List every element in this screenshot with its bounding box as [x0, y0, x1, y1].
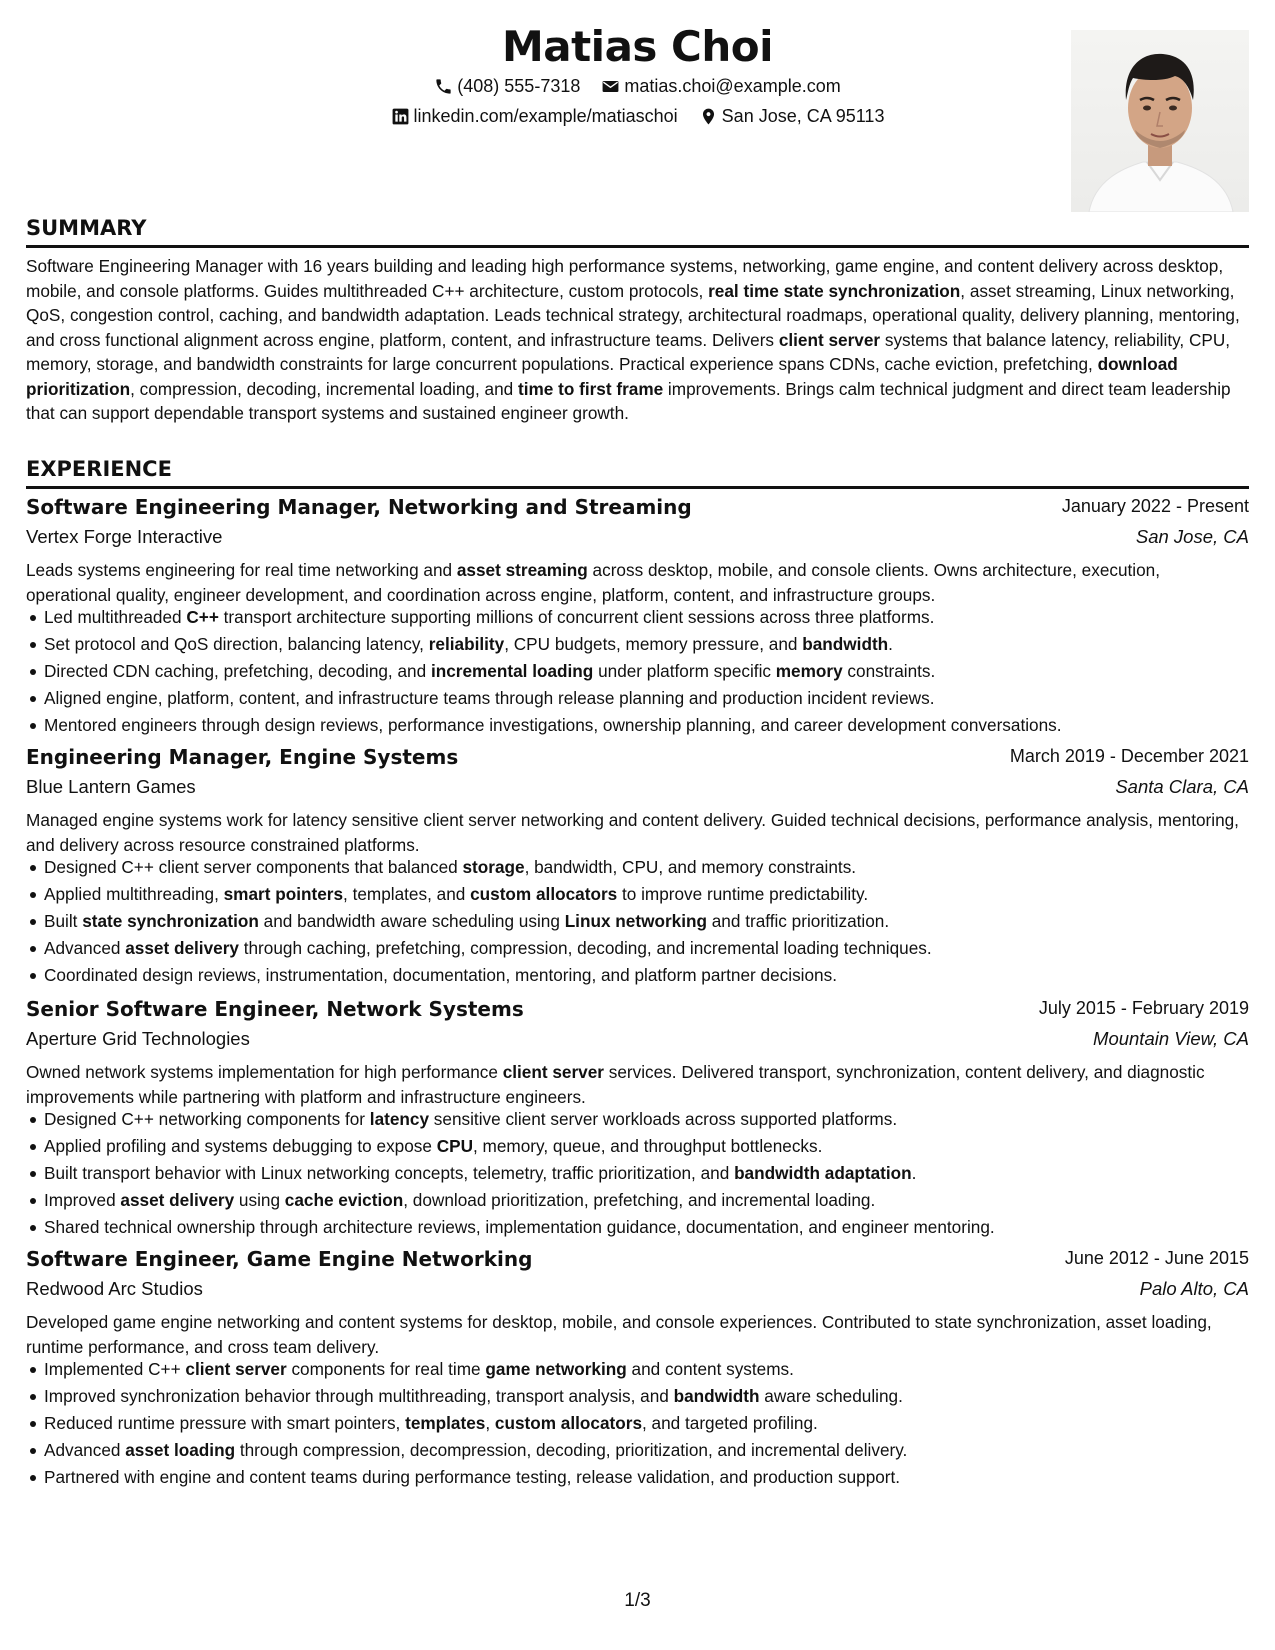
- text-run: constraints.: [842, 661, 936, 681]
- text-run: Advanced: [44, 1440, 126, 1460]
- text-run: Advanced: [44, 938, 126, 958]
- job-dates: January 2022 - Present: [1061, 496, 1249, 516]
- text-run: sensitive client server workloads across supported platforms.: [429, 1109, 898, 1129]
- location-contact: [699, 106, 885, 127]
- bold-keyword: bandwidth: [802, 634, 889, 654]
- bold-keyword: storage: [462, 857, 525, 877]
- text-run: , memory, queue, and throughput bottlenecks.: [473, 1136, 823, 1156]
- bold-keyword: custom allocators: [470, 884, 618, 904]
- job-bullets: [26, 604, 1249, 739]
- job-location: Mountain View, CA: [1093, 1028, 1249, 1049]
- bullet-item: [26, 1383, 1249, 1410]
- job-title: Software Engineer, Game Engine Networking: [26, 1247, 533, 1271]
- bold-keyword: asset delivery: [120, 1190, 235, 1210]
- bullet-item: [26, 1187, 1249, 1214]
- text-run: systems that balance latency, reliability, CPU, memory, storage, and bandwidth constraints for large concurrent populations. Practical experience spans CDNs, cache eviction, prefetching,: [26, 329, 1231, 374]
- linkedin-icon: [391, 107, 410, 126]
- email-address[interactable]: matias.choi@example.com: [624, 76, 841, 96]
- job-title: Engineering Manager, Engine Systems: [26, 745, 459, 769]
- text-run: , compression, decoding, incremental loading, and: [130, 378, 518, 399]
- text-run: Applied multithreading,: [44, 884, 224, 904]
- job-bullets: [26, 1106, 1249, 1241]
- company-name: Blue Lantern Games: [26, 776, 196, 797]
- bold-keyword: asset loading: [125, 1440, 236, 1460]
- company-name: Vertex Forge Interactive: [26, 526, 223, 547]
- bullet-item: [26, 1410, 1249, 1437]
- bullet-item: [26, 712, 1249, 739]
- bold-keyword: incremental loading: [430, 661, 594, 681]
- job-dates: June 2012 - June 2015: [1064, 1248, 1249, 1268]
- text-run: Software Engineering Manager with 16 years building and leading high performance systems, networking, game engine, and content delivery across desktop, mobile, and console platforms. Guides multithreaded C++ architecture, custom protocols,: [26, 256, 1224, 301]
- text-run: , CPU budgets, memory pressure, and: [504, 634, 803, 654]
- bullet-item: [26, 1106, 1249, 1133]
- text-run: and traffic prioritization.: [706, 911, 890, 931]
- bullet-item: [26, 1133, 1249, 1160]
- text-run: Led multithreaded: [44, 607, 187, 627]
- text-run: .: [911, 1163, 917, 1183]
- job-description: [26, 808, 1249, 857]
- text-run: , templates, and: [343, 884, 471, 904]
- job-dates: July 2015 - February 2019: [1038, 998, 1249, 1018]
- contact-row-1: [26, 76, 1249, 101]
- text-run: services. Delivered transport, synchronization, content delivery, and diagnostic improvements while partnering with platform and infrastructure engineers.: [26, 1062, 1205, 1107]
- location-pin-icon: [699, 107, 718, 126]
- text-run: under platform specific: [593, 661, 776, 681]
- text-run: transport architecture supporting millions of concurrent client sessions across three platforms.: [218, 607, 935, 627]
- job-bullets: [26, 854, 1249, 989]
- text-run: Leads systems engineering for real time networking and: [26, 560, 457, 580]
- text-run: Directed CDN caching, prefetching, decoding, and: [44, 661, 431, 681]
- job-description: [26, 1310, 1249, 1359]
- bullet-item: [26, 1437, 1249, 1464]
- text-run: through compression, decompression, decoding, prioritization, and incremental delivery.: [235, 1440, 908, 1460]
- text-run: , bandwidth, CPU, and memory constraints.: [524, 857, 857, 877]
- text-run: Designed C++ client server components that balanced: [44, 857, 463, 877]
- text-run: components for real time: [286, 1359, 486, 1379]
- job-location: Palo Alto, CA: [1139, 1278, 1249, 1299]
- home-location: San Jose, CA 95113: [721, 106, 885, 126]
- text-run: and bandwidth aware scheduling using: [258, 911, 565, 931]
- text-run: to improve runtime predictability.: [617, 884, 869, 904]
- bold-keyword: state synchronization: [82, 911, 259, 931]
- text-run: through caching, prefetching, compression, decoding, and incremental loading techniques.: [238, 938, 932, 958]
- bold-keyword: client server: [185, 1359, 287, 1379]
- text-run: Owned network systems implementation for high performance: [26, 1062, 503, 1082]
- bold-keyword: smart pointers: [223, 884, 344, 904]
- experience-heading: EXPERIENCE: [26, 457, 172, 481]
- phone-number: (408) 555-7318: [457, 76, 581, 96]
- text-run: ,: [485, 1413, 495, 1433]
- text-run: Set protocol and QoS direction, balancing latency,: [44, 634, 429, 654]
- bullet-item: [26, 962, 1249, 989]
- email-contact[interactable]: [601, 76, 840, 97]
- bold-keyword: custom allocators: [494, 1413, 642, 1433]
- resume-page: [26, 0, 1249, 1650]
- text-run: Applied profiling and systems debugging to expose: [44, 1136, 437, 1156]
- text-run: , download prioritization, prefetching, and incremental loading.: [403, 1190, 876, 1210]
- bullet-item: [26, 685, 1249, 712]
- bold-keyword: bandwidth adaptation: [734, 1163, 912, 1183]
- bold-keyword: bandwidth: [673, 1386, 760, 1406]
- text-run: across desktop, mobile, and console clients. Owns architecture, execution, operational quality, engineer development, and coordination across engine, platform, content, and infrastructure groups.: [26, 560, 1161, 605]
- bold-keyword: templates: [405, 1413, 486, 1433]
- contact-row-2: [26, 106, 1249, 131]
- bullet-item: [26, 854, 1249, 881]
- job-dates: March 2019 - December 2021: [1009, 746, 1249, 766]
- text-run: Aligned engine, platform, content, and infrastructure teams through release planning and production incident reviews.: [44, 688, 935, 708]
- bold-keyword: game networking: [485, 1359, 627, 1379]
- text-run: Developed game engine networking and content systems for desktop, mobile, and console experiences. Contributed to state synchronization, asset loading, runtime performance, and cross team delivery.: [26, 1312, 1212, 1357]
- job-description: [26, 1060, 1249, 1109]
- text-run: Improved: [44, 1190, 121, 1210]
- job-location: Santa Clara, CA: [1115, 776, 1249, 797]
- company-name: Aperture Grid Technologies: [26, 1028, 250, 1049]
- bullet-item: [26, 1356, 1249, 1383]
- text-run: improvements. Brings calm technical judgment and direct team leadership that can support dependable transport systems and sustained engineer growth.: [26, 378, 1231, 423]
- bold-keyword: time to first frame: [517, 378, 664, 399]
- text-run: Mentored engineers through design reviews, performance investigations, ownership planning, and career development conversations.: [44, 715, 1062, 735]
- text-run: , asset streaming, Linux networking, QoS, congestion control, caching, and bandwidth adaptation. Leads technical strategy, architectural roadmaps, operational quality, delivery planning, mentoring, and cross functional alignment across engine, platform, content, and infrastructure teams. Delivers: [26, 280, 1240, 350]
- text-run: Built: [44, 911, 83, 931]
- summary-heading: SUMMARY: [26, 216, 147, 240]
- text-run: Managed engine systems work for latency sensitive client server networking and content delivery. Guided technical decisions, performance analysis, mentoring, and delivery across resource constrained platforms.: [26, 810, 1239, 855]
- text-run: , and targeted profiling.: [642, 1413, 818, 1433]
- candidate-name: Matias Choi: [501, 22, 774, 71]
- bold-keyword: asset streaming: [456, 560, 588, 580]
- bold-keyword: cache eviction: [284, 1190, 404, 1210]
- email-icon: [601, 77, 620, 96]
- phone-contact: [434, 76, 580, 97]
- text-run: Partnered with engine and content teams during performance testing, release validation, and production support.: [44, 1467, 901, 1487]
- text-run: Designed C++ networking components for: [44, 1109, 370, 1129]
- company-name: Redwood Arc Studios: [26, 1278, 203, 1299]
- text-run: Coordinated design reviews, instrumentation, documentation, mentoring, and platform partner decisions.: [44, 965, 837, 985]
- bold-keyword: client server: [778, 329, 881, 350]
- text-run: Improved synchronization behavior through multithreading, transport analysis, and: [44, 1386, 674, 1406]
- bold-keyword: reliability: [428, 634, 505, 654]
- job-description: [26, 558, 1249, 607]
- summary-text: [26, 254, 1249, 426]
- text-run: aware scheduling.: [759, 1386, 903, 1406]
- job-bullets: [26, 1356, 1249, 1491]
- linkedin-url[interactable]: linkedin.com/example/matiaschoi: [413, 106, 678, 126]
- bullet-item: [26, 1160, 1249, 1187]
- summary-divider: [26, 245, 1249, 248]
- job-title: Software Engineering Manager, Networking and Streaming: [26, 495, 692, 519]
- bullet-item: [26, 935, 1249, 962]
- text-run: and content systems.: [626, 1359, 794, 1379]
- bold-keyword: client server: [502, 1062, 604, 1082]
- page-number: 1/3: [624, 1590, 651, 1611]
- profile-photo: [1071, 30, 1249, 212]
- text-run: .: [888, 634, 893, 654]
- bold-keyword: C++: [186, 607, 219, 627]
- bold-keyword: memory: [775, 661, 843, 681]
- bold-keyword: latency: [369, 1109, 430, 1129]
- bullet-item: [26, 1464, 1249, 1491]
- text-run: Built transport behavior with Linux networking concepts, telemetry, traffic prioritization, and: [44, 1163, 735, 1183]
- bullet-item: [26, 658, 1249, 685]
- text-run: Reduced runtime pressure with smart pointers,: [44, 1413, 406, 1433]
- linkedin-contact[interactable]: [391, 106, 678, 127]
- bold-keyword: download prioritization: [26, 354, 1178, 399]
- bold-keyword: asset delivery: [125, 938, 239, 958]
- bold-keyword: real time state synchronization: [708, 280, 961, 301]
- phone-icon: [434, 77, 453, 96]
- text-run: Shared technical ownership through architecture reviews, implementation guidance, documentation, and engineer mentoring.: [44, 1217, 995, 1237]
- bullet-item: [26, 604, 1249, 631]
- text-run: using: [234, 1190, 285, 1210]
- bold-keyword: Linux networking: [564, 911, 707, 931]
- bold-keyword: CPU: [436, 1136, 473, 1156]
- job-title: Senior Software Engineer, Network Systems: [26, 997, 524, 1021]
- bullet-item: [26, 881, 1249, 908]
- experience-divider: [26, 486, 1249, 489]
- bullet-item: [26, 908, 1249, 935]
- bullet-item: [26, 1214, 1249, 1241]
- text-run: Implemented C++: [44, 1359, 186, 1379]
- bullet-item: [26, 631, 1249, 658]
- job-location: San Jose, CA: [1135, 526, 1249, 547]
